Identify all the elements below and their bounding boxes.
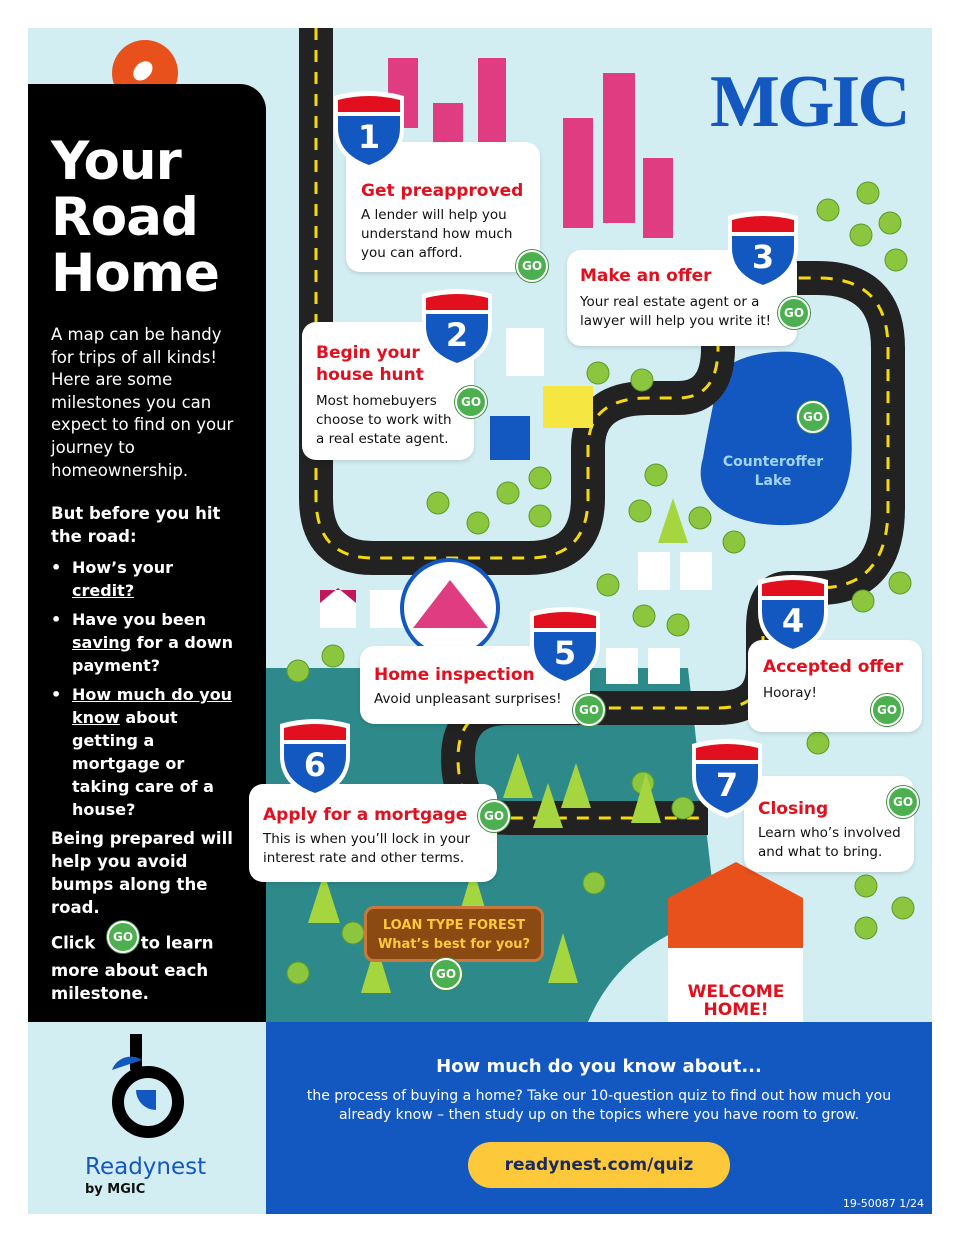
list-item: • Have you been saving for a down payment?: [51, 608, 236, 677]
mgic-logo[interactable]: MGIC: [710, 61, 908, 143]
go-button-6[interactable]: GO: [478, 800, 510, 832]
how-much-link[interactable]: How much do you know: [72, 685, 233, 728]
milestone-card-4: Accepted offer Hooray!: [748, 640, 922, 732]
go-button-2[interactable]: GO: [455, 386, 487, 418]
loan-type-forest-sign[interactable]: [364, 906, 544, 962]
list-item: • How’s your credit?: [51, 556, 236, 602]
go-button-3[interactable]: GO: [778, 297, 810, 329]
route-number: 1: [357, 118, 381, 156]
milestone-card-2: Begin your house hunt Most homebuyers choose to work with a real estate agent.: [302, 322, 474, 460]
checklist: [51, 556, 266, 821]
milestone-card-6: Apply for a mortgage This is when you’ll lock in your interest rate and other terms.: [249, 784, 497, 882]
document-code: 19-50087 1/24: [842, 1197, 924, 1210]
milestone-card-1: Get preapproved A lender will help you understand how much you can afford.: [346, 142, 540, 272]
readynest-name: Readynest: [85, 1154, 207, 1180]
go-icon: GO: [107, 921, 139, 953]
go-button-7[interactable]: GO: [887, 786, 919, 818]
credit-link[interactable]: credit?: [72, 581, 135, 601]
readynest-logo[interactable]: [28, 1022, 266, 1214]
route-number: 2: [445, 316, 469, 354]
quiz-text: the process of buying a home? Take our 10-question quiz to find out how much you already know – then study up on the topics where you have room to grow.: [306, 1088, 892, 1123]
forest-title: LOAN TYPE FOREST: [382, 918, 526, 933]
readynest-mark-icon: [106, 1030, 206, 1140]
route-shield-5-icon: [526, 604, 604, 688]
go-button-5[interactable]: GO: [573, 694, 605, 726]
route-shield-6-icon: [276, 716, 354, 800]
quiz-banner: [266, 1022, 932, 1214]
quiz-link-button[interactable]: readynest.com/quiz: [468, 1142, 730, 1188]
route-shield-7-icon: [688, 736, 766, 820]
welcome-home-text: WELCOME HOME!: [687, 982, 785, 1020]
saving-link[interactable]: saving: [72, 633, 132, 653]
lake-go-button[interactable]: GO: [797, 401, 829, 433]
milestone-card-7: Closing Learn who’s involved and what to bring.: [744, 776, 914, 872]
before-heading: But before you hit the road:: [51, 504, 221, 547]
forest-subtitle: What’s best for you?: [377, 937, 531, 952]
route-number: 3: [751, 238, 775, 276]
go-button-4[interactable]: GO: [871, 694, 903, 726]
readynest-byline: by MGIC: [85, 1182, 146, 1197]
route-number: 4: [781, 602, 805, 640]
route-number: 7: [715, 766, 739, 804]
prepared-text: Being prepared will help you avoid bumps along the road.: [51, 829, 233, 918]
route-shield-3-icon: [724, 208, 802, 292]
route-shield-2-icon: [418, 286, 496, 370]
route-shield-1-icon: [330, 88, 408, 172]
milestone-card-3: Make an offer Your real estate agent or a lawyer will help you write it!: [567, 250, 797, 346]
milestone-card-5: Home inspection Avoid unpleasant surprises!: [360, 646, 590, 724]
list-item: • How much do you know about getting a mortgage or taking care of a house?: [51, 683, 236, 821]
go-button-1[interactable]: GO: [516, 250, 548, 282]
route-shield-4-icon: [754, 572, 832, 656]
lake-label: Counteroffer Lake: [722, 454, 824, 489]
page-title: Your Road Home: [51, 131, 219, 304]
intro-text: A map can be handy for trips of all kinds! Here are some milestones you can expect to find on your journey to homeownership.: [51, 325, 234, 480]
route-number: 6: [303, 746, 327, 784]
route-number: 5: [553, 634, 577, 672]
click-instructions: Click to learn more about each milestone. GO: [51, 929, 236, 1005]
quiz-heading: How much do you know about...: [436, 1056, 762, 1077]
sidebar-panel: [28, 84, 266, 1022]
forest-go-button[interactable]: GO: [430, 958, 462, 990]
